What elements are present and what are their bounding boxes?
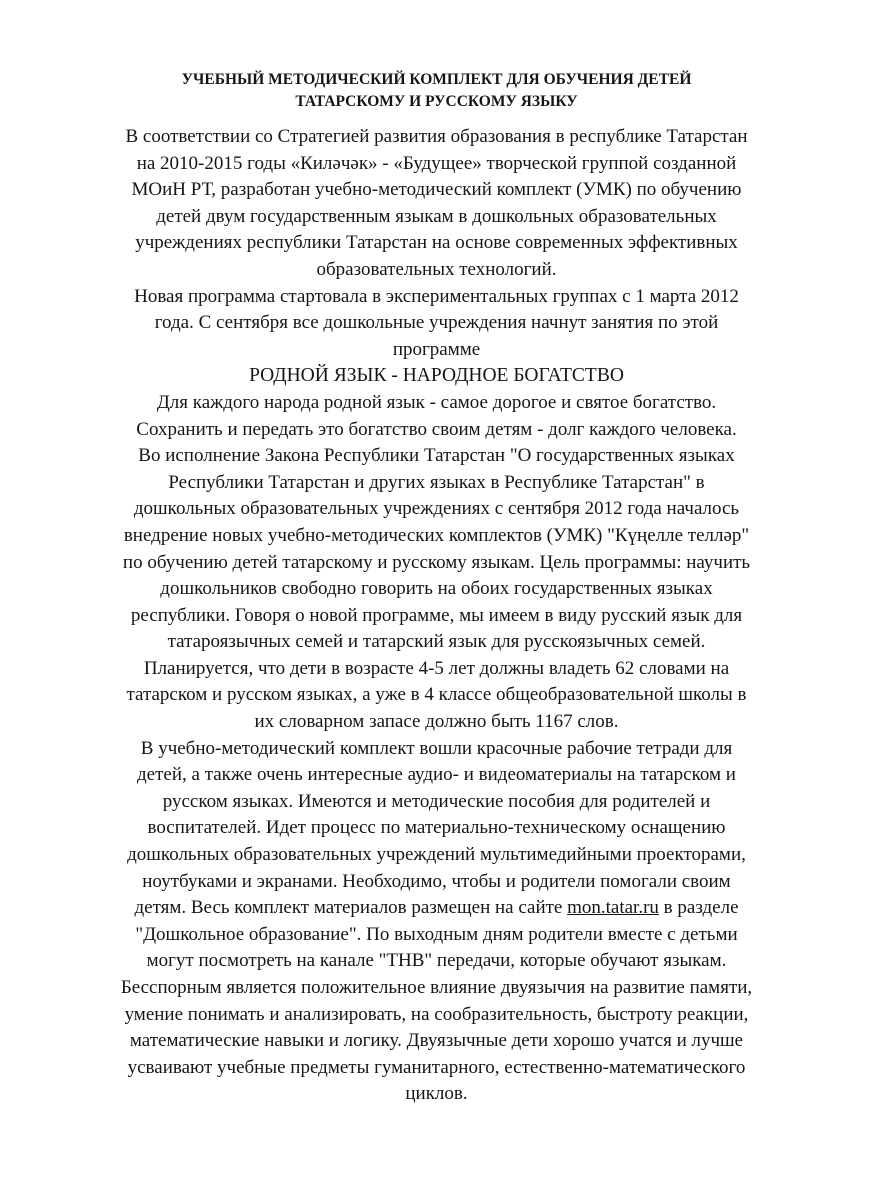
text-line: усваивают учебные предметы гуманитарного, естественно-математического	[127, 1056, 746, 1078]
text-line: В учебно-методический комплект вошли красочные рабочие тетради для	[140, 737, 733, 759]
text-line: детей, а также очень интересные аудио- и видеоматериалы на татарском и	[137, 764, 736, 786]
text-line: дошкольных образовательных учреждений мультимедийными проекторами,	[127, 844, 746, 866]
text-line: детей двум государственным языкам в дошкольных образовательных	[156, 205, 717, 227]
text-line: Для каждого народа родной язык - самое дорогое и святое богатство.	[156, 391, 717, 413]
text-line: Сохранить и передать это богатство своим детям - долг каждого человека.	[136, 418, 737, 440]
text-line: учреждениях республики Татарстан на основе современных эффективных	[135, 232, 738, 254]
text-line: умение понимать и анализировать, на сообразительность, быстроту реакции,	[124, 1003, 749, 1025]
text-line: образовательных технологий.	[316, 258, 557, 280]
title-line: ТАТАРСКОМУ И РУССКОМУ ЯЗЫКУ	[295, 93, 578, 110]
text-line: ноутбуками и экранами. Необходимо, чтобы и родители помогали своим	[142, 870, 731, 892]
link-line-after: в разделе	[658, 897, 739, 919]
text-line: могут посмотреть на канале "ТНВ" передачи, которые обучают языкам.	[146, 950, 727, 972]
text-line: татарском и русском языках, а уже в 4 классе общеобразовательной школы в	[126, 684, 747, 706]
section-heading: РОДНОЙ ЯЗЫК - НАРОДНОЕ БОГАТСТВО	[249, 365, 624, 387]
text-line: воспитателей. Идет процесс по материально-техническому оснащению	[147, 817, 726, 839]
text-line: программе	[392, 338, 481, 360]
text-line: татароязычных семей и татарский язык для русскоязычных семей.	[167, 631, 706, 653]
text-line: на 2010-2015 годы «Киләчәк» - «Будущее» творческой группой созданной	[136, 152, 737, 174]
text-line: циклов.	[405, 1083, 468, 1105]
text-line: русском языках. Имеются и методические пособия для родителей и	[162, 790, 711, 812]
text-line: года. С сентября все дошкольные учреждения начнут занятия по этой	[154, 312, 719, 334]
text-line: Республики Татарстан и других языках в Республике Татарстан" в	[168, 471, 705, 493]
link-line-before: детям. Весь комплект материалов размещен на сайте	[134, 897, 568, 919]
text-line: В соответствии со Стратегией развития образования в республике Татарстан	[125, 126, 748, 147]
text-line: внедрение новых учебно-методических комплектов (УМК) "Күңелле телләр"	[123, 524, 750, 546]
text-line: Планируется, что дети в возрасте 4-5 лет должны владеть 62 словами на	[143, 657, 730, 679]
document-title	[60, 69, 813, 113]
text-line: "Дошкольное образование". По выходным дням родители вместе с детьми	[135, 923, 738, 945]
document-body	[40, 124, 833, 1108]
text-line: республики. Говоря о новой программе, мы имеем в виду русский язык для	[130, 604, 743, 626]
text-line: Во исполнение Закона Республики Татарстан "О государственных языках	[138, 445, 735, 467]
title-line: УЧЕБНЫЙ МЕТОДИЧЕСКИЙ КОМПЛЕКТ ДЛЯ ОБУЧЕНИЯ ДЕТЕЙ	[181, 71, 692, 88]
text-line: их словарном запасе должно быть 1167 слов.	[254, 711, 619, 733]
website-link[interactable]: mon.tatar.ru	[567, 897, 659, 919]
text-line: математические навыки и логику. Двуязычные дети хорошо учатся и лучше	[129, 1030, 744, 1052]
text-line: дошкольных образовательных учреждениях с сентября 2012 года началось	[133, 498, 740, 520]
text-line-with-link	[40, 895, 833, 922]
text-line: МОиН РТ, разработан учебно-методический комплект (УМК) по обучению	[131, 179, 742, 201]
text-line: Новая программа стартовала в экспериментальных группах с 1 марта 2012	[134, 285, 739, 307]
text-line: дошкольников свободно говорить на обоих государственных языках	[160, 578, 713, 600]
text-line: по обучению детей татарскому и русскому языкам. Цель программы: научить	[122, 551, 751, 573]
text-line: Бесспорным является положительное влияние двуязычия на развитие памяти,	[120, 977, 753, 998]
